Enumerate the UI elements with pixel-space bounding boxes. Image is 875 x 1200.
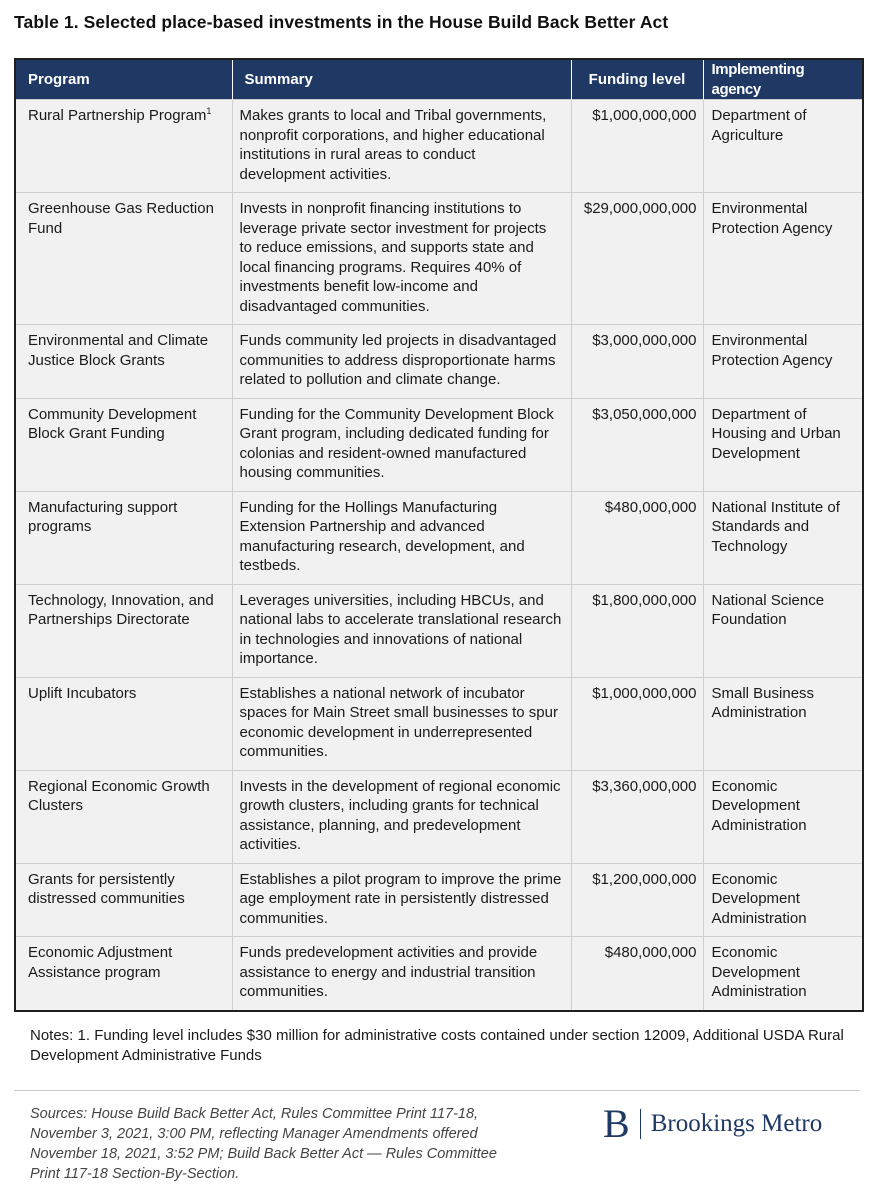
table-title: Table 1. Selected place-based investments in the House Build Back Better Act (14, 12, 669, 32)
cell-summary: Funding for the Hollings Manufacturing Extension Partnership and advanced manufacturing research, development, and testbeds. (232, 491, 571, 584)
cell-program: Greenhouse Gas Reduction Fund (15, 193, 232, 325)
table-header-row (15, 59, 863, 100)
cell-funding: $3,050,000,000 (571, 398, 703, 491)
cell-summary: Establishes a pilot program to improve the prime age employment rate in persistently distressed communities. (232, 863, 571, 937)
footnote-marker: 1 (206, 106, 212, 116)
table-row (15, 677, 863, 770)
cell-summary: Invests in nonprofit financing institutions to leverage private sector investment for projects to reduce emissions, and supports state and local financing programs. Requires 40% of investments benefit low-income and disadvantaged communities. (232, 193, 571, 325)
cell-agency: Small Business Administration (703, 677, 863, 770)
table-row (15, 100, 863, 193)
cell-agency: Economic Development Administration (703, 937, 863, 1011)
header-program: Program (15, 59, 232, 100)
cell-funding: $1,000,000,000 (571, 677, 703, 770)
header-summary: Summary (232, 59, 571, 100)
cell-summary: Makes grants to local and Tribal governments, nonprofit corporations, and higher educational institutions in rural areas to conduct development activities. (232, 100, 571, 193)
cell-program (15, 100, 232, 193)
cell-agency: Department of Agriculture (703, 100, 863, 193)
cell-funding: $480,000,000 (571, 491, 703, 584)
table-row (15, 937, 863, 1011)
table-row (15, 398, 863, 491)
cell-agency: Economic Development Administration (703, 770, 863, 863)
cell-agency: National Institute of Standards and Technology (703, 491, 863, 584)
table-row (15, 491, 863, 584)
cell-summary: Leverages universities, including HBCUs, and national labs to accelerate translational research in technologies and innovations of national importance. (232, 584, 571, 677)
cell-summary: Funds community led projects in disadvantaged communities to address disproportionate harms related to pollution and climate change. (232, 325, 571, 399)
header-funding-level: Funding level (571, 59, 703, 100)
cell-program: Economic Adjustment Assistance program (15, 937, 232, 1011)
cell-funding: $3,360,000,000 (571, 770, 703, 863)
table-row (15, 584, 863, 677)
table-row (15, 325, 863, 399)
investments-table (14, 58, 864, 1012)
cell-program: Uplift Incubators (15, 677, 232, 770)
sources-text: Sources: House Build Back Better Act, Rules Committee Print 117-18, November 3, 2021, 3:00 PM, reflecting Manager Amendments offered November 18, 2021, 3:52 PM; Build Back Better Act — Rules Committee Print 117-18 Section-By-Section. (30, 1106, 497, 1182)
cell-agency: Environmental Protection Agency (703, 325, 863, 399)
table-row (15, 770, 863, 863)
cell-program: Manufacturing support programs (15, 491, 232, 584)
logo-mark: B (603, 1101, 630, 1146)
cell-funding: $3,000,000,000 (571, 325, 703, 399)
footer-divider (14, 1090, 860, 1091)
cell-agency: Environmental Protection Agency (703, 193, 863, 325)
cell-funding: $480,000,000 (571, 937, 703, 1011)
brookings-metro-logo (603, 1101, 823, 1146)
logo-divider (640, 1109, 641, 1139)
cell-summary: Establishes a national network of incubator spaces for Main Street small businesses to spur economic development in underrepresented communities. (232, 677, 571, 770)
cell-agency: Economic Development Administration (703, 863, 863, 937)
cell-summary: Invests in the development of regional economic growth clusters, including grants for technical assistance, planning, and predevelopment activities. (232, 770, 571, 863)
cell-program: Grants for persistently distressed communities (15, 863, 232, 937)
cell-program: Community Development Block Grant Funding (15, 398, 232, 491)
cell-agency: Department of Housing and Urban Development (703, 398, 863, 491)
cell-program: Environmental and Climate Justice Block Grants (15, 325, 232, 399)
cell-funding: $29,000,000,000 (571, 193, 703, 325)
table-row (15, 863, 863, 937)
cell-program: Regional Economic Growth Clusters (15, 770, 232, 863)
cell-funding: $1,200,000,000 (571, 863, 703, 937)
cell-program: Technology, Innovation, and Partnerships Directorate (15, 584, 232, 677)
logo-text: Brookings Metro (650, 1110, 823, 1137)
program-name: Rural Partnership Program (28, 107, 207, 124)
cell-funding: $1,800,000,000 (571, 584, 703, 677)
cell-summary: Funds predevelopment activities and provide assistance to energy and industrial transition communities. (232, 937, 571, 1011)
table-notes: Notes: 1. Funding level includes $30 million for administrative costs contained under section 12009, Additional USDA Rural Development Administrative Funds (30, 1027, 844, 1064)
header-implementing-agency: Implementing agency (703, 59, 863, 100)
table-row (15, 193, 863, 325)
cell-agency: National Science Foundation (703, 584, 863, 677)
cell-funding: $1,000,000,000 (571, 100, 703, 193)
cell-summary: Funding for the Community Development Block Grant program, including dedicated funding for colonias and resident-owned manufactured housing communities. (232, 398, 571, 491)
